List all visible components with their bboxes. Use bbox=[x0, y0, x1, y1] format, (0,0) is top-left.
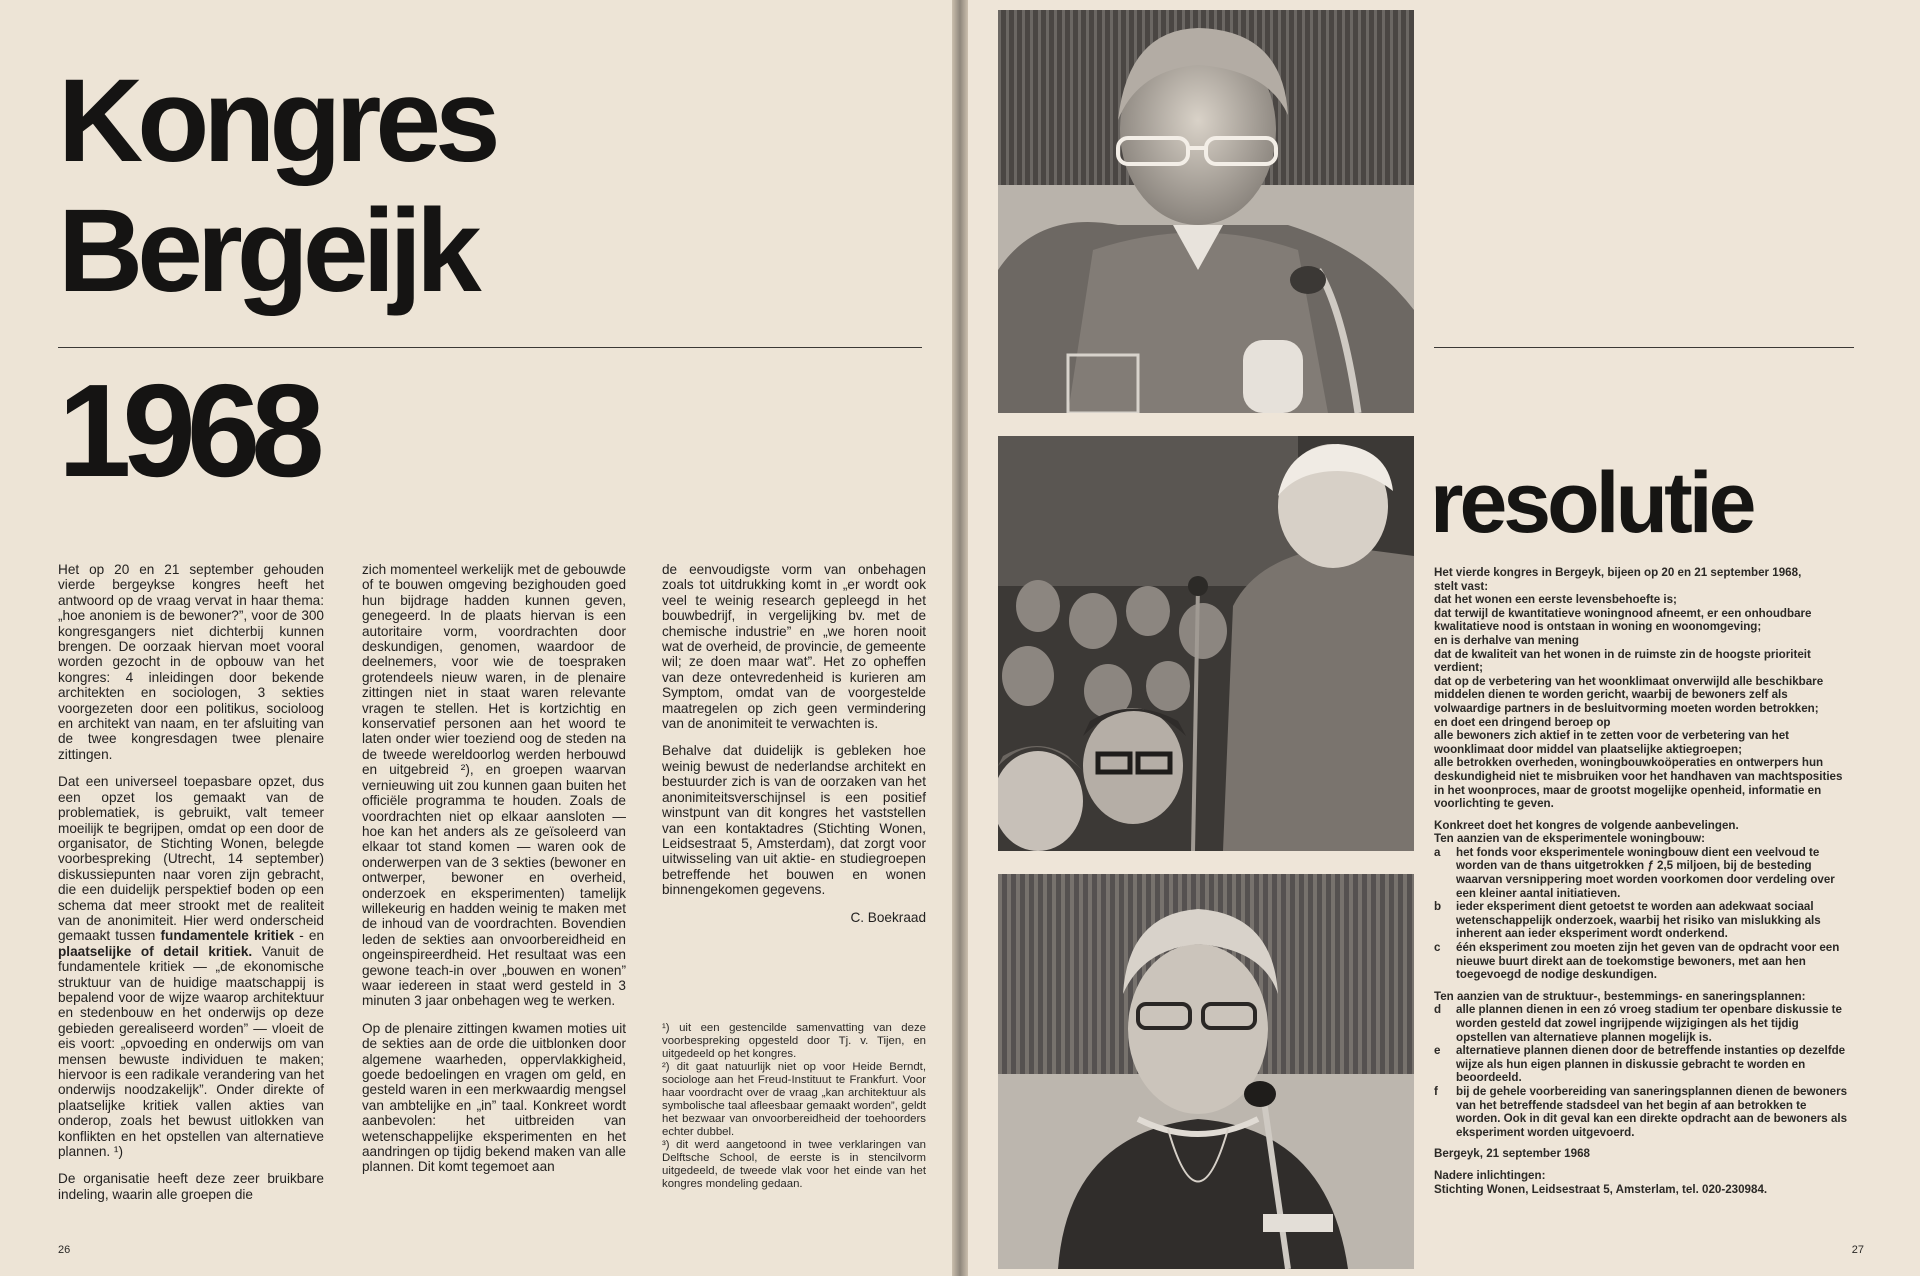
paragraph: Het op 20 en 21 september gehouden vierde bergeykse kongres heeft het antwoord op de vraag vervat in haar thema: „hoe anoniem is de bewoner?”, voor de 300 kongresgangers niet dichterbij kunnen brengen. De oorzaak hiervan moet vooral worden gezocht in de opbouw van het kongres: 4 inleidingen door bekende architekten en sociologen, 3 sekties voorgezeten door een politikus, socioloog en architekt van naam, en ter afsluiting van de twee kongresdagen twee plenaire zittingen. bbox=[58, 562, 324, 762]
recommendations-heading: Konkreet doet het kongres de volgende aanbevelingen. bbox=[1434, 818, 1739, 832]
headline-kongres: Kongres bbox=[58, 55, 495, 187]
resolution-title: resolutie bbox=[1430, 455, 1753, 551]
headline-rule bbox=[58, 347, 922, 348]
recommendation-text: alternatieve plannen dienen door de betreffende instanties op dezelfde wijze als hun eigen plannen in diskussie gebracht te worden en beoordeeld. bbox=[1456, 1044, 1846, 1085]
resolution-line: alle betrokken overheden, woningbouwkoöperaties en ontwerpers hun deskundigheid niet te misbruiken voor het handhaven van machtsposities in het woonproces, maar de grootst mogelijke openheid, informatie en voorlichting te geven. bbox=[1434, 756, 1843, 811]
resolution-line: dat de kwaliteit van het wonen in de ruimste zin de hoogste prioriteit verdient; bbox=[1434, 647, 1811, 675]
footnote: ¹) uit een gestencilde samenvatting van deze voorbespreking opgesteld door Tj. v. Tijen, en uitgedeeld op het kongres. bbox=[662, 1022, 926, 1060]
recommendations-subheading: Ten aanzien van de struktuur-, bestemmings- en saneringsplannen: bbox=[1434, 989, 1806, 1003]
recommendation-letter: a bbox=[1434, 845, 1441, 859]
resolution-line: en doet een dringend beroep op bbox=[1434, 715, 1611, 729]
bold-term: fundamentele kritiek bbox=[160, 928, 295, 944]
spacer bbox=[1434, 982, 1848, 990]
binding-gutter bbox=[952, 0, 968, 1276]
recommendation-item bbox=[1434, 846, 1848, 900]
paragraph: Op de plenaire zittingen kwamen moties uit de sekties aan de orde die uitblonken door algemene waarheden, oppervlakkigheid, goede bedoelingen en vragen om geld, en gesteld waren in een merkwaardig mengsel van ambtelijke en „in” taal. Konkreet wordt aanbevolen: het uitbreiden van wetenschappelijke eksperimenten en het aandringen op tijdig bekend maken van alle plannen. Dit komt tegemoet aan bbox=[362, 1020, 626, 1175]
page-number: 27 bbox=[1851, 1244, 1864, 1256]
paragraph: De organisatie heeft deze zeer bruikbare indeling, waarin alle groepen die bbox=[58, 1171, 324, 1202]
resolution-text bbox=[1434, 566, 1848, 1196]
resolution-rule bbox=[1434, 347, 1854, 348]
recommendation-letter: f bbox=[1434, 1084, 1438, 1098]
resolution-line: dat op de verbetering van het woonklimaat onverwijld alle beschikbare middelen dienen te worden gericht, waarbij de bewoners zelf als volwaardige partners in de besluitvorming moeten worden betrokken; bbox=[1434, 674, 1824, 715]
recommendation-text: één eksperiment zou moeten zijn het geven van de opdracht voor een nieuwe buurt direkt aan de toekomstige bewoners, met aan hen toegevoegd de nodige deskundigen. bbox=[1456, 941, 1840, 982]
article-column-2 bbox=[362, 562, 626, 1187]
recommendation-letter: b bbox=[1434, 900, 1442, 914]
footnote: ³) dit werd aangetoond in twee verklaringen van Delftsche School, de eerste is in stencilvorm uitgedeeld, de tweede vlak voor het einde van het kongres mondeling gedaan. bbox=[662, 1139, 926, 1190]
recommendation-letter: c bbox=[1434, 941, 1441, 955]
resolution-line: en is derhalve van mening bbox=[1434, 633, 1579, 647]
resolution-line: dat het wonen een eerste levensbehoefte is; bbox=[1434, 593, 1677, 607]
resolution-line: stelt vast: bbox=[1434, 579, 1489, 593]
spacer bbox=[1434, 811, 1848, 819]
recommendation-text: bij de gehele voorbereiding van saneringsplannen dienen de bewoners van het betreffende stadsdeel van het begin af aan betrokken te worden. Ook in dit geval kan een direkte opdracht aan de bewoners als eksperiment worden uitgevoerd. bbox=[1456, 1084, 1848, 1139]
footnotes bbox=[662, 1022, 926, 1191]
paragraph: de eenvoudigste vorm van onbehagen zoals tot uitdrukking komt in „er wordt ook veel te weinig research gepleegd in het bouwbedrijf, in vergelijking bv. met de chemische industrie” en „we horen nooit wat de overheid, de provincie, de gemeente wil; ze doen maar wat”. Het zo opheffen van deze ontevredenheid is kurieren am Symptom, omdat van de voorgestelde maatregelen op zich geen vermindering van de anonimiteit te verwachten is. bbox=[662, 562, 926, 732]
left-page bbox=[0, 0, 952, 1276]
info-heading: Nadere inlichtingen: bbox=[1434, 1168, 1546, 1182]
author-signature: C. Boekraad bbox=[850, 909, 926, 925]
info-address: Stichting Wonen, Leidsestraat 5, Amsterlam, tel. 020-230984. bbox=[1434, 1182, 1768, 1196]
photo-woman-speaker-image bbox=[998, 10, 1414, 413]
resolution-line: dat terwijl de kwantitatieve woningnood afneemt, er een onhoudbare kwalitatieve nood is ontstaan in woning en woonomgeving; bbox=[1434, 606, 1812, 634]
paragraph: Dat een universeel toepasbare opzet, dus een opzet los gemaakt van de problematiek, is gebruikt, valt temeer moeilijk te begrijpen, omdat op een door de organisator, de Stichting Wonen, belegde voorbespreking (Utrecht, 14 september) diskussiepunten naar voren zijn gebracht, die een duidelijk perspektief boden op een schema dat meer strookt met de realiteit van de anonimiteit. Hier werd onderscheid gemaakt tussen fundamentele kritiek - en plaatselijke of detail kritiek. Vanuit de fundamentele kritiek — „de ekonomische struktuur van de huidige maatschappij is bepalend voor de wijze waarop architektuur en stedenbouw en het onderwijs op deze gebieden gerealiseerd worden” — vloeit de eis voort: „opvoeding en onderwijs om van mensen bewuste individuen te maken; hiervoor is een radikale verandering van het onderwijs noodzakelijk”. Onder direkte of plaatselijke kritiek vallen akties van onderop, zoals het bewust uitlokken van konflikten en het opstellen van alternatieve plannen. ¹) bbox=[58, 774, 325, 1160]
photo-older-woman-speaker-image bbox=[998, 874, 1414, 1269]
headline-year: 1968 bbox=[58, 357, 316, 504]
right-page bbox=[968, 0, 1920, 1276]
headline-bergeijk: Bergeijk bbox=[58, 185, 476, 317]
resolution-line: Het vierde kongres in Bergeyk, bijeen op 20 en 21 september 1968, bbox=[1434, 566, 1802, 579]
recommendations-subheading: Ten aanzien van de eksperimentele woningbouw: bbox=[1434, 832, 1706, 846]
photo-audience-speaker bbox=[998, 436, 1414, 851]
photo-woman-speaker bbox=[998, 10, 1414, 413]
recommendation-text: alle plannen dienen in een zó vroeg stadium ter openbare diskussie te worden gesteld dat zowel ingrijpende wijzigingen als het tijdig opstellen van alternatieve plannen mogelijk is. bbox=[1456, 1003, 1842, 1044]
photo-audience-speaker-image bbox=[998, 436, 1414, 851]
resolution-date: Bergeyk, 21 september 1968 bbox=[1434, 1147, 1590, 1161]
page-number: 26 bbox=[58, 1244, 71, 1256]
recommendation-item bbox=[1434, 1003, 1848, 1044]
recommendation-letter: e bbox=[1434, 1044, 1441, 1058]
spacer bbox=[1434, 1161, 1848, 1169]
recommendation-item bbox=[1434, 900, 1848, 941]
article-column-1 bbox=[58, 562, 324, 1214]
recommendation-item bbox=[1434, 1085, 1848, 1139]
paragraph: Behalve dat duidelijk is gebleken hoe weinig bewust de nederlandse architekt en bestuurder zich is van de oorzaken van het anonimiteitsverschijnsel is een positief winstpunt van dit kongres het vaststellen van een kontaktadres (Stichting Wonen, Leidsestraat 5, Amsterdam), dat zorgt voor uitwisseling van uit aktie- en studiegroepen betreffende het bouwen en wonen binnengekomen gegevens. bbox=[662, 743, 926, 898]
recommendation-item bbox=[1434, 1044, 1848, 1085]
resolution-line: alle bewoners zich aktief in te zetten voor de verbetering van het woonklimaat door middel van plaatselijke aktiegroepen; bbox=[1434, 729, 1789, 756]
recommendation-item bbox=[1434, 941, 1848, 982]
footnote: ²) dit gaat natuurlijk niet op voor Heide Berndt, sociologe aan het Freud-Instituut te Frankfurt. Voor haar voordracht over de vraag „kan architektuur als symbolische taal afleesbaar gemaakt worden”, geldt het bezwaar van onvoorbereidheid der toehoorders echter dubbel. bbox=[662, 1061, 926, 1138]
recommendation-letter: d bbox=[1434, 1003, 1442, 1017]
recommendation-text: het fonds voor eksperimentele woningbouw dient een veelvoud te worden van de thans uitgetrokken ƒ 2,5 miljoen, bij de besteding waarvan versnippering moet worden voorkomen door verdeling over een kleiner aantal initiatieven. bbox=[1456, 845, 1835, 900]
recommendation-text: ieder eksperiment dient getoetst te worden aan adekwaat sociaal wetenschappelijk onderzoek, waarbij het risiko van mislukking als inherent aan ieder eksperiment wordt onderkend. bbox=[1456, 900, 1821, 941]
photo-older-woman-speaker bbox=[998, 874, 1414, 1269]
paragraph: zich momenteel werkelijk met de gebouwde of te bouwen omgeving bezighouden goed hun bijdrage hadden kunnen geven, genegeerd. In de plaats hiervan is een autoritaire vorm, voordrachten door deskundigen, genomen, waardoor de deelnemers, voor wie de toespraken grotendeels nieuw waren, in de plenaire zittingen niet in staat waren relevante vragen te stellen. Het is kortzichtig en konservatief personen aan het woord te laten onder wier toeziend oog de steden na de tweede wereldoorlog werden herbouwd en uitgebreid ²), en groepen waarvan vernieuwing uit zou kunnen gaan buiten het officiële programma te houden. Zoals de voordrachten niet op elkaar aansloten — hoe kan het anders als ze geïsoleerd van elkaar tot stand komen — waren ook de onderwerpen van de 3 sekties (bewoner en ontwerper, bewoner en overheid, onderzoek en eksperimenten) tamelijk willekeurig en hadden weinig te maken met de inhoud van de voordrachten. Bovendien leden de sekties aan onvoorbereidheid en ongeinspireerdheid. Het resultaat was een gewone teach-in over „bouwen en wonen” waar iedereen in staat werd gesteld in 3 minuten 3 jaar onbehagen weg te werken. bbox=[362, 562, 626, 1009]
bold-term: plaatselijke of detail kritiek. bbox=[58, 943, 253, 959]
article-column-3 bbox=[662, 562, 926, 937]
spacer bbox=[1434, 1139, 1848, 1147]
